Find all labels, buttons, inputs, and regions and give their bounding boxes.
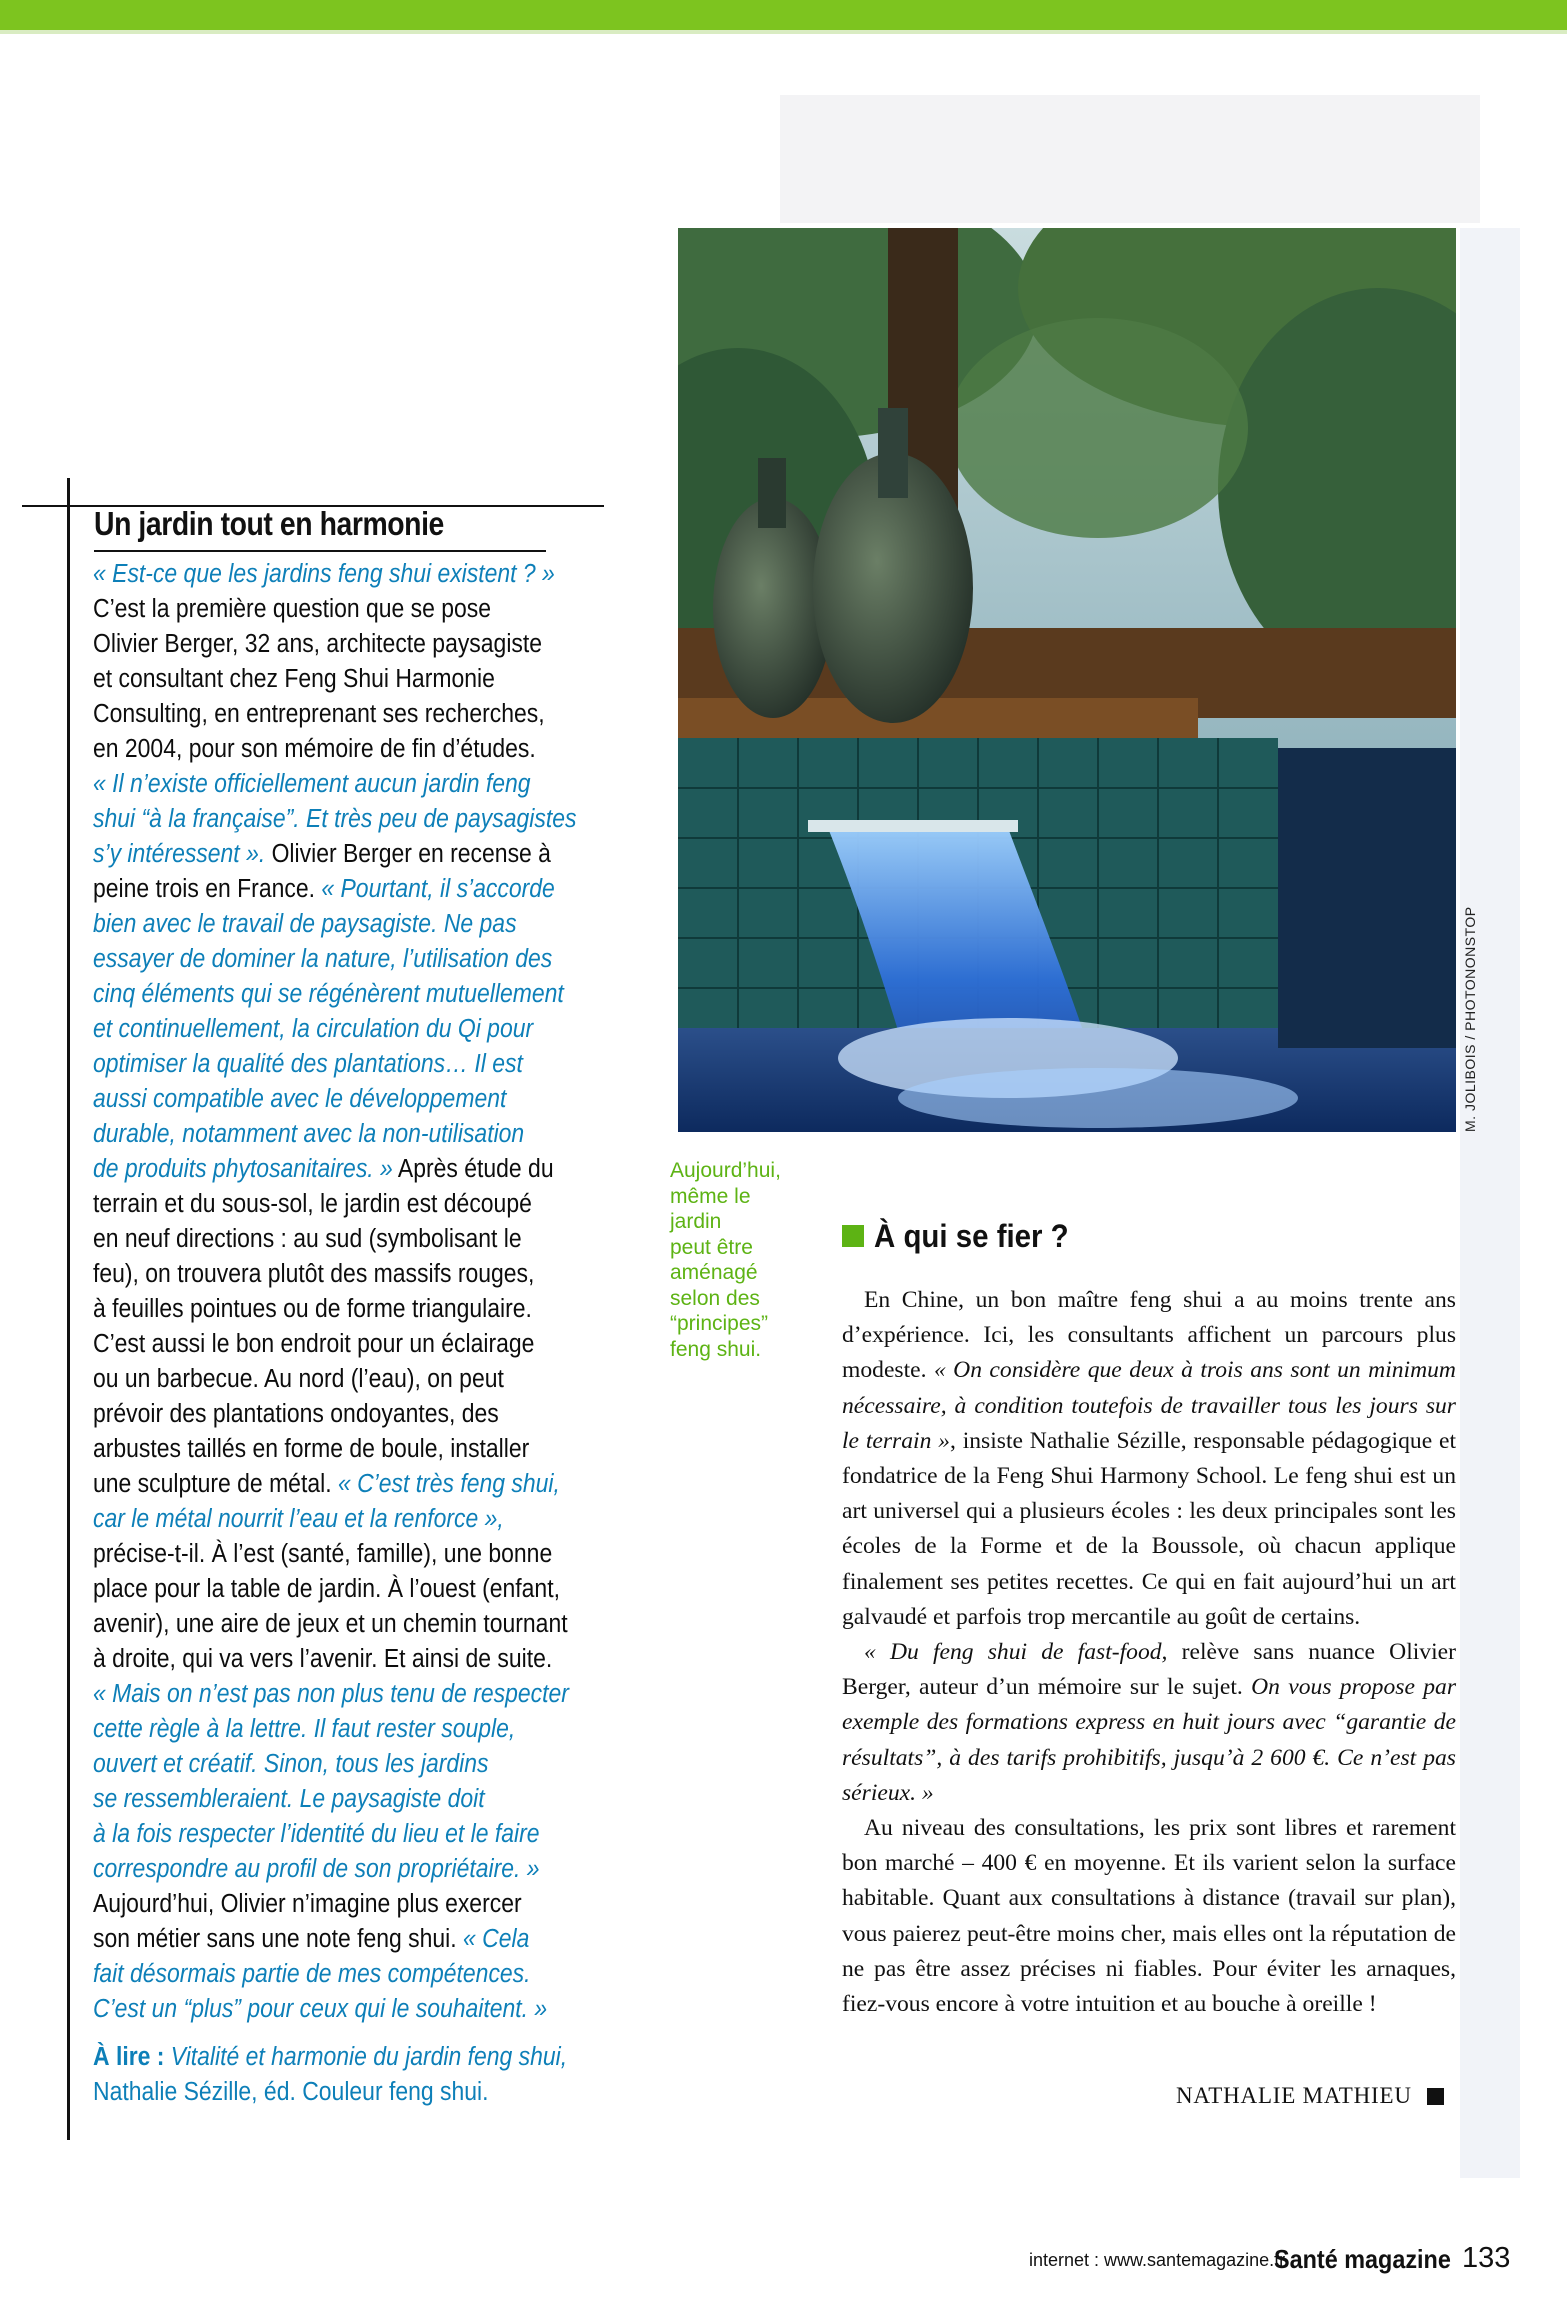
- sidebar-line-text: essayer de dominer la nature, l’utilisation des: [93, 945, 553, 973]
- sidebar-line-text: arbustes taillés en forme de boule, installer: [93, 1435, 530, 1463]
- article-text: relève sans nuance Olivier Berger, auteur d’un mémoire sur le sujet.: [842, 1639, 1456, 1701]
- sidebar-line: [93, 872, 602, 907]
- sidebar-line: [93, 767, 602, 802]
- article-text: En Chine, un bon maître feng shui a au moins trente ans d’expérience. Ici, les consultants affichent un parcours plus modeste.: [842, 1287, 1456, 1384]
- sidebar-line: [93, 1327, 602, 1362]
- sidebar-line-text: ou un barbecue. Au nord (l’eau), on peut: [93, 1365, 504, 1393]
- sidebar-line-text: shui “à la française”. Et très peu de paysagistes: [93, 805, 577, 833]
- author-byline: NATHALIE MATHIEU: [1176, 2083, 1412, 2108]
- top-color-band: [0, 0, 1567, 30]
- sidebar-line-text: C’est la première question que se pose: [93, 595, 492, 623]
- sidebar-line-text: C’est aussi le bon endroit pour un éclairage: [93, 1330, 535, 1358]
- sidebar-line: [93, 732, 602, 767]
- sidebar-line: [93, 977, 602, 1012]
- sidebar-line: [93, 627, 602, 662]
- article-text: , insiste Nathalie Sézille, responsable pédagogique et fondatrice de la Feng Shui Harmony School. Le feng shui est un art universel qui a plusieurs écoles : les deux principales sont les écoles de la Forme et de la Boussole, où chacun applique finalement ses petites recettes. Ce qui en fait aujourd’hui un art galvaudé et parfois trop mercantile au goût de certains.: [842, 1427, 1456, 1630]
- sidebar-line: [93, 1397, 602, 1432]
- sidebar-line: [93, 1502, 602, 1537]
- sidebar-line: [93, 592, 602, 627]
- sidebar-line-text: de produits phytosanitaires. »: [93, 1155, 393, 1183]
- sidebar-line: [93, 1012, 602, 1047]
- sidebar-line: [93, 1817, 602, 1852]
- caption-line: selon des: [670, 1286, 760, 1310]
- article-section-title: À qui se fier ?: [874, 1218, 1069, 1254]
- sidebar-line-text: et continuellement, la circulation du Qi pour: [93, 1015, 534, 1043]
- sidebar-line-text: aussi compatible avec le développement: [93, 1085, 507, 1113]
- sidebar-line: [93, 1362, 602, 1397]
- article-quote: « On considère que deux à trois ans sont un minimum nécessaire, à condition toutefois de travailler tous les jours sur le terrain »: [842, 1357, 1456, 1454]
- footer-website-link[interactable]: internet : www.santemagazine.fr: [1029, 2250, 1286, 2270]
- sidebar-line-text: à la fois respecter l’identité du lieu et le faire: [93, 1820, 540, 1848]
- sidebar-line-text: précise-t-il. À l’est (santé, famille), une bonne: [93, 1540, 553, 1568]
- sidebar-line-text: « Il n’existe officiellement aucun jardin feng: [93, 770, 531, 798]
- sidebar-line-text: optimiser la qualité des plantations… Il est: [93, 1050, 523, 1078]
- sidebar-line: [93, 1257, 602, 1292]
- sidebar-line-text: feu), on trouvera plutôt des massifs rouges,: [93, 1260, 535, 1288]
- sidebar-line: [93, 1292, 602, 1327]
- caption-line: Aujourd’hui,: [670, 1159, 781, 1182]
- sidebar-line-text: « Est-ce que les jardins feng shui existent ? »: [93, 560, 555, 588]
- sidebar-body-text: [93, 557, 602, 2027]
- caption-line: jardin: [670, 1210, 722, 1233]
- sidebar-line: [93, 1922, 602, 1957]
- caption-line: même le: [670, 1184, 751, 1208]
- sidebar-line-text: cette règle à la lettre. Il faut rester souple,: [93, 1715, 516, 1743]
- reading-label: À lire :: [93, 2043, 165, 2071]
- sidebar-line-text: Olivier Berger en recense à: [265, 840, 551, 868]
- sidebar-line: [93, 1047, 602, 1082]
- article-text: Au niveau des consultations, les prix sont libres et rarement bon marché – 400 € en moyenne. Et ils varient selon la surface habitable. Quant aux consultations à distance (travail sur plan), vous paierez peut-être moins cher, mais elles ont la réputation de ne pas être assez précises ni fiables. Pour éviter les arnaques, fiez-vous encore à votre intuition et au bouche à oreille !: [842, 1815, 1456, 2018]
- sidebar-line: [93, 1782, 602, 1817]
- sidebar-line-text: à feuilles pointues ou de forme triangulaire.: [93, 1295, 532, 1323]
- sidebar-line-text: Consulting, en entreprenant ses recherches,: [93, 700, 545, 728]
- sidebar-line-text: avenir), une aire de jeux et un chemin tournant: [93, 1610, 568, 1638]
- sidebar-line: [93, 1747, 602, 1782]
- sidebar-line-text: bien avec le travail de paysagiste. Ne pas: [93, 910, 517, 938]
- sidebar-line: [93, 802, 602, 837]
- sidebar-line: [93, 837, 602, 872]
- sidebar-line-quote: « Pourtant, il s’accorde: [314, 875, 555, 903]
- sidebar-line-text: une sculpture de métal.: [93, 1470, 332, 1498]
- sidebar-line-quote: « Cela: [456, 1925, 530, 1953]
- caption-line: peut être: [670, 1235, 753, 1259]
- sidebar-line: [93, 1572, 602, 1607]
- article-paragraph: [842, 1283, 1456, 1635]
- sidebar-line: [93, 1957, 602, 1992]
- article-paragraph: [842, 1811, 1456, 2022]
- sidebar-line: [93, 1537, 602, 1572]
- sidebar-line-text: durable, notamment avec la non-utilisation: [93, 1120, 525, 1148]
- garden-waterfall-photo: [678, 228, 1456, 1132]
- sidebar-line-text: terrain et du sous-sol, le jardin est découpé: [93, 1190, 532, 1218]
- reading-book-title: Vitalité et harmonie du jardin feng shui,: [164, 2043, 568, 2071]
- sidebar-line-text: car le métal nourrit l’eau et la renforce »,: [93, 1505, 504, 1533]
- showthrough-panel-right: [1460, 228, 1520, 2178]
- reading-publisher: Nathalie Sézille, éd. Couleur feng shui.: [93, 2078, 489, 2106]
- sidebar-line: [93, 1082, 602, 1117]
- sidebar-line: [93, 1607, 602, 1642]
- sidebar-line-text: Olivier Berger, 32 ans, architecte paysagiste: [93, 630, 543, 658]
- sidebar-line-text: Aujourd’hui, Olivier n’imagine plus exercer: [93, 1890, 522, 1918]
- sidebar-title: Un jardin tout en harmonie: [94, 505, 444, 542]
- caption-line: “principes”: [670, 1312, 769, 1335]
- sidebar-line: [93, 697, 602, 732]
- sidebar-line: [93, 662, 602, 697]
- sidebar-line: [93, 1852, 602, 1887]
- sidebar-line-text: à droite, qui va vers l’avenir. Et ainsi de suite.: [93, 1645, 553, 1673]
- sidebar-line: [93, 1712, 602, 1747]
- sidebar-line-text: ouvert et créatif. Sinon, tous les jardins: [93, 1750, 489, 1778]
- sidebar-line-text: fait désormais partie de mes compétences.: [93, 1960, 531, 1988]
- sidebar-line-text: « Mais on n’est pas non plus tenu de respecter: [93, 1680, 569, 1708]
- footer-magazine-name: Santé magazine: [1274, 2244, 1451, 2274]
- sidebar-line: [93, 907, 602, 942]
- page-number: 133: [1462, 2242, 1511, 2274]
- end-mark-square: [1427, 2088, 1444, 2105]
- sidebar-line-text: cinq éléments qui se régénèrent mutuellement: [93, 980, 564, 1008]
- top-band-shadow: [0, 30, 1567, 34]
- sidebar-line-text: peine trois en France.: [93, 875, 315, 903]
- sidebar-line-quote: « C’est très feng shui,: [331, 1470, 560, 1498]
- sidebar-line: [93, 1677, 602, 1712]
- article-quote: « Du feng shui de fast-food,: [864, 1639, 1168, 1666]
- sidebar-line: [93, 1432, 602, 1467]
- sidebar-line: [93, 1467, 602, 1502]
- photo-credit: M. JOLIBOIS / PHOTONONSTOP: [1462, 906, 1478, 1132]
- sidebar-line-text: en neuf directions : au sud (symbolisant le: [93, 1225, 522, 1253]
- article-quote: On vous propose par exemple des formations express en huit jours avec “garantie de résultats”, à des tarifs prohibitifs, jusqu’à 2 600 €. Ce n’est pas sérieux. »: [842, 1674, 1456, 1806]
- sidebar-line: [93, 1222, 602, 1257]
- sidebar-title-underline: [94, 550, 546, 552]
- sidebar-line-text: C’est un “plus” pour ceux qui le souhaitent. »: [93, 1995, 548, 2023]
- sidebar-line: [93, 1152, 602, 1187]
- sidebar-line-text: se ressembleraient. Le paysagiste doit: [93, 1785, 485, 1813]
- sidebar-line: [93, 942, 602, 977]
- sidebar-line-text: en 2004, pour son mémoire de fin d’études.: [93, 735, 536, 763]
- sidebar-left-rule: [67, 478, 70, 2140]
- sidebar-line: [93, 557, 602, 592]
- sidebar-line: [93, 1117, 602, 1152]
- section-square-icon: [842, 1225, 864, 1247]
- sidebar-line: [93, 1887, 602, 1922]
- reading-recommendation: [93, 2040, 602, 2110]
- sidebar-line: [93, 1642, 602, 1677]
- sidebar-line: [93, 1992, 602, 2027]
- photo-illustration: [678, 228, 1456, 1132]
- sidebar-line-text: et consultant chez Feng Shui Harmonie: [93, 665, 495, 693]
- showthrough-panel: [780, 95, 1480, 223]
- sidebar-line-text: son métier sans une note feng shui.: [93, 1925, 457, 1953]
- photo-caption: [670, 1158, 830, 1362]
- sidebar-line-text: correspondre au profil de son propriétaire. »: [93, 1855, 540, 1883]
- article-paragraph: [842, 1635, 1456, 1811]
- article-body: [842, 1283, 1456, 2022]
- sidebar-line-text: s’y intéressent ».: [93, 840, 266, 868]
- sidebar-line-text: Après étude du: [392, 1155, 554, 1183]
- sidebar-line: [93, 1187, 602, 1222]
- sidebar-line-text: place pour la table de jardin. À l’ouest (enfant,: [93, 1575, 560, 1603]
- caption-line: feng shui.: [670, 1337, 762, 1361]
- caption-line: aménagé: [670, 1261, 758, 1284]
- sidebar-line-text: prévoir des plantations ondoyantes, des: [93, 1400, 499, 1428]
